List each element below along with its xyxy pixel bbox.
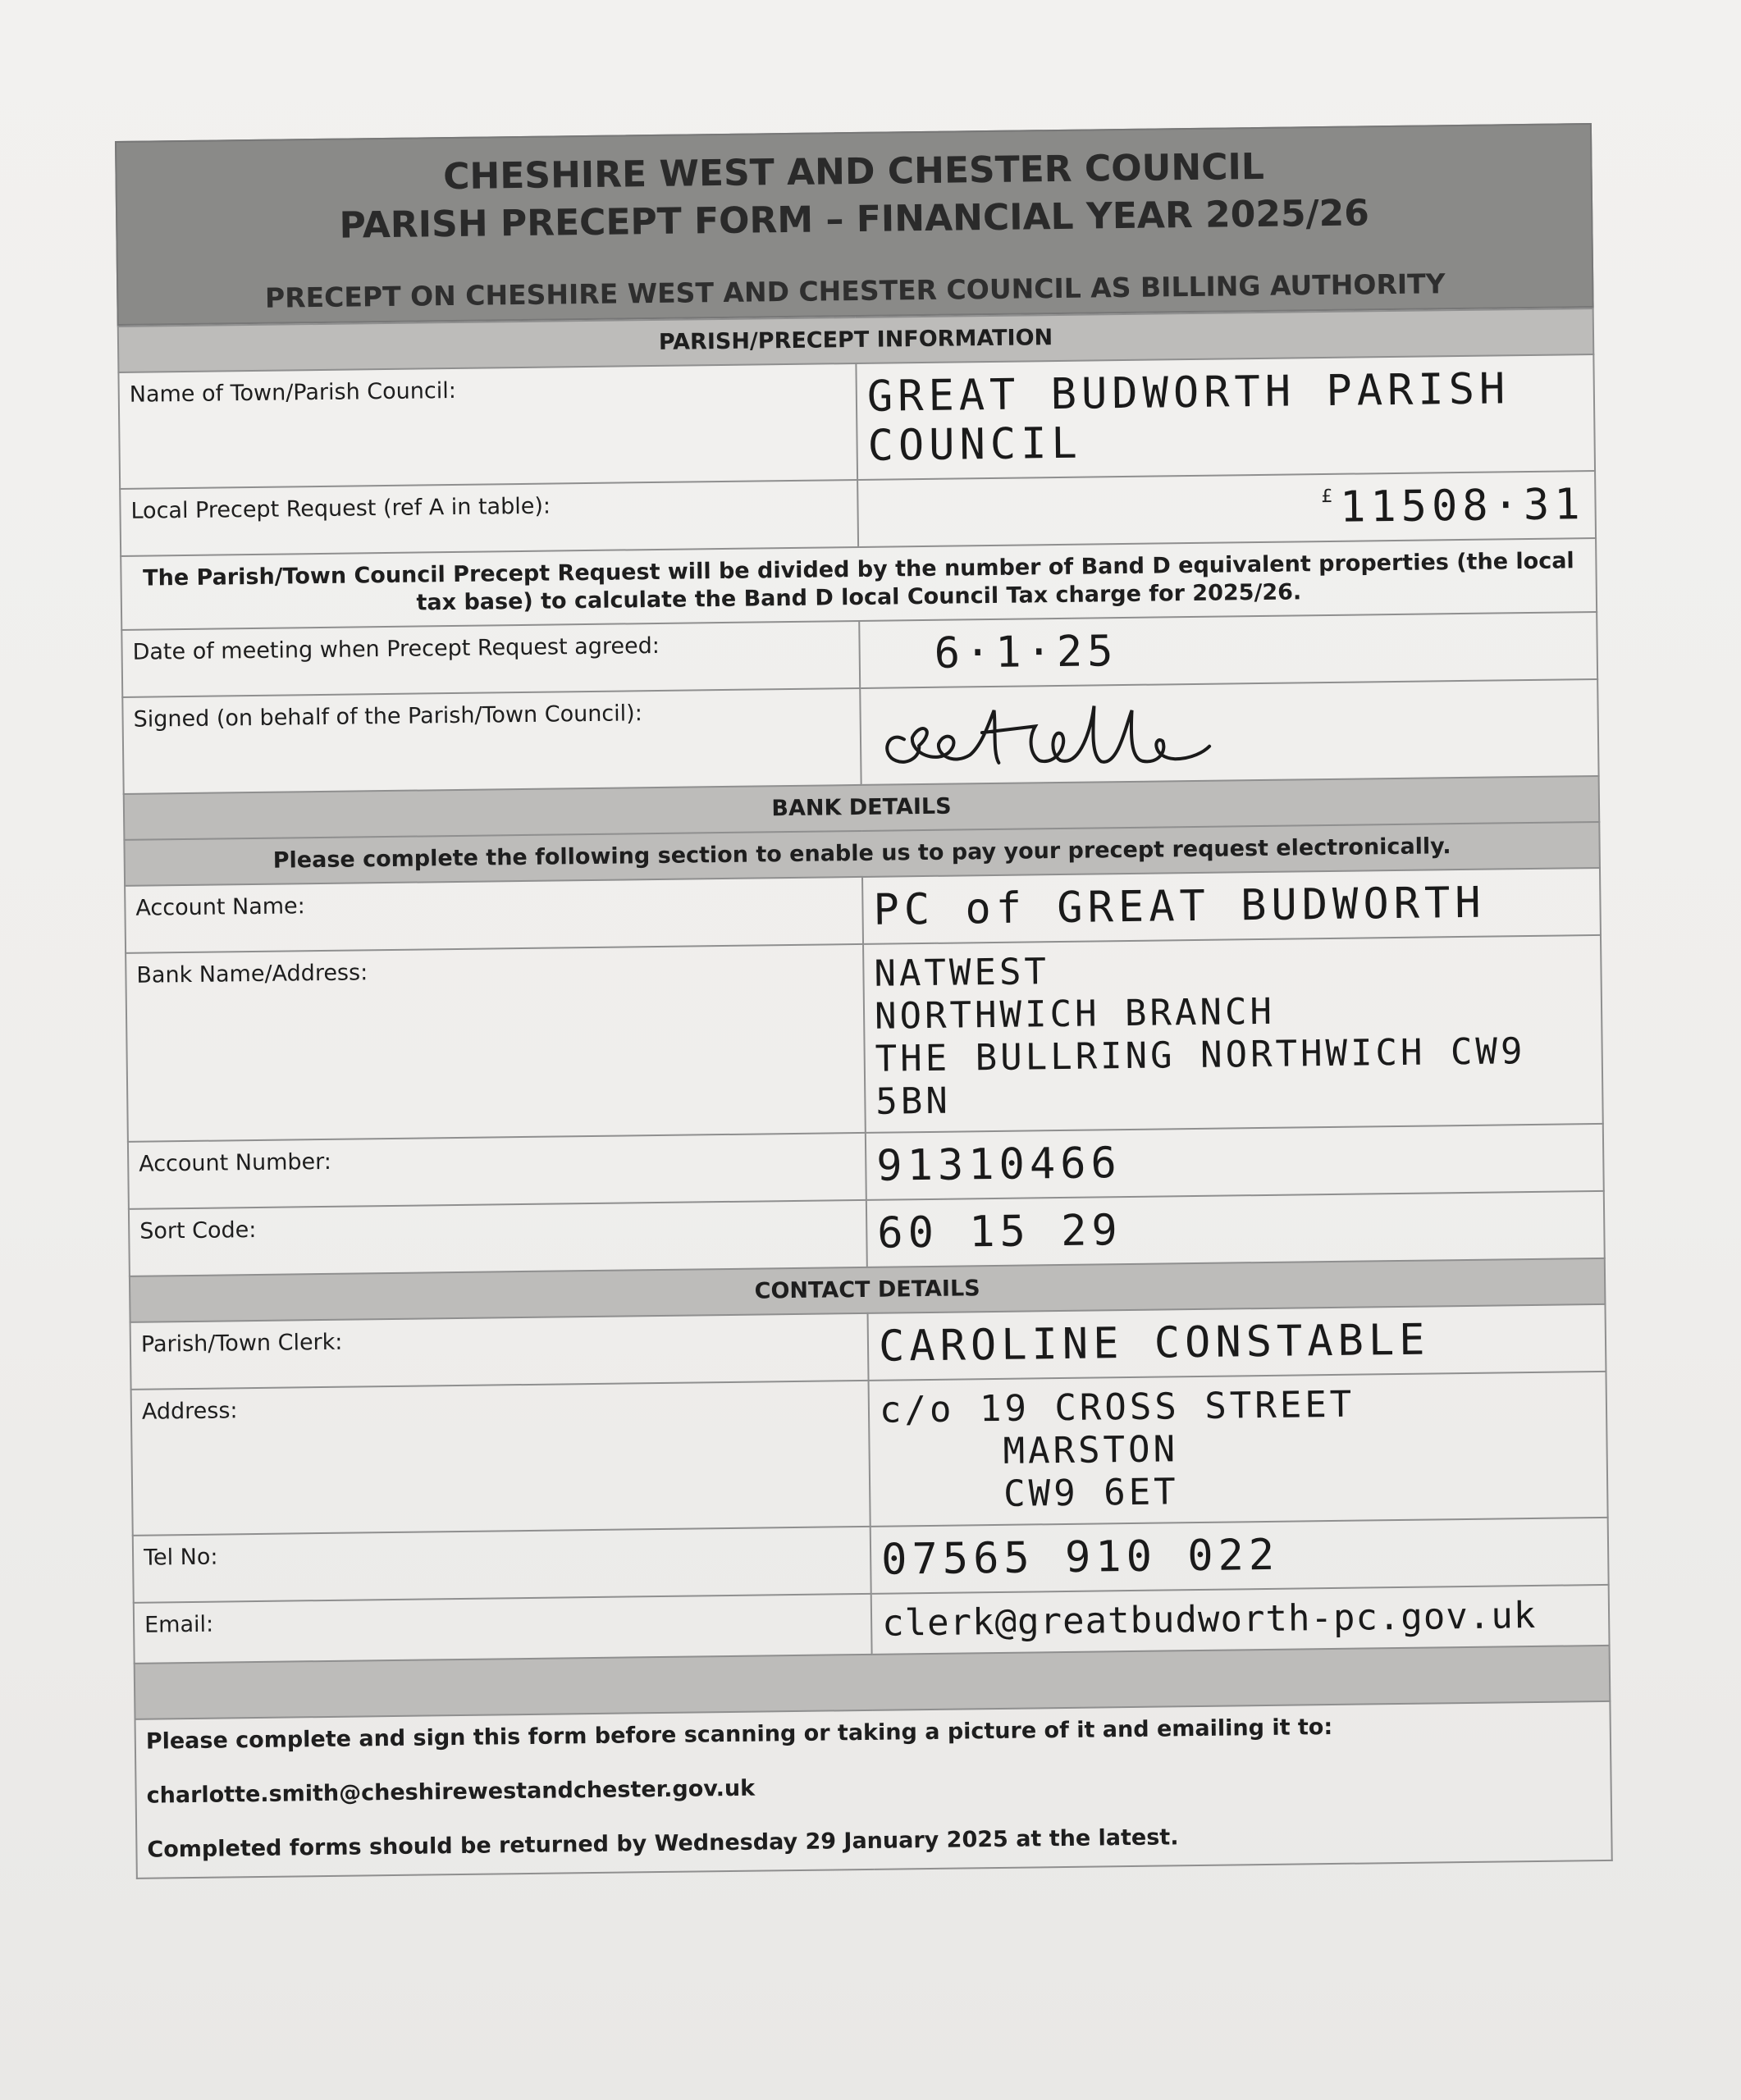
tel-label: Tel No: [133,1527,871,1603]
account-name-value: PC of GREAT BUDWORTH [873,878,1486,935]
precept-request-label: Local Precept Request (ref A in table): [120,480,858,556]
signed-label: Signed (on behalf of the Parish/Town Council): [122,688,861,794]
bank-address-line3: THE BULLRING NORTHWICH CW9 5BN [875,1030,1526,1123]
address-field[interactable] [869,1372,1608,1527]
email-value: clerk@greatbudworth-pc.gov.uk [881,1594,1537,1645]
council-name-value: GREAT BUDWORTH PARISH COUNCIL [866,364,1510,471]
address-label: Address: [131,1381,870,1536]
form-title-line1: CHESHIRE WEST AND CHESTER COUNCIL [442,145,1265,199]
section-bank-details: BANK DETAILS [124,776,1600,840]
bank-notice: Please complete the following section to enable us to pay your precept request electronically. [124,822,1600,886]
clerk-label: Parish/Town Clerk: [130,1313,869,1390]
section-parish-info: PARISH/PRECEPT INFORMATION [118,308,1594,372]
email-label: Email: [134,1594,872,1664]
footer-instructions [135,1701,1612,1879]
clerk-field[interactable] [868,1304,1606,1381]
bank-address-label: Bank Name/Address: [126,944,866,1142]
footer-instruction: Please complete and sign this form before scanning or taking a picture of it and emailing it to: [145,1714,1333,1755]
sort-code-value: 60 15 29 [876,1206,1123,1258]
account-name-label: Account Name: [125,877,863,953]
form-title-line2: PARISH PRECEPT FORM – FINANCIAL YEAR 2025/26 [339,192,1370,247]
meeting-date-field[interactable] [859,612,1597,688]
form-subtitle: PRECEPT ON CHESHIRE WEST AND CHESTER COUNCIL AS BILLING AUTHORITY [264,267,1446,314]
precept-request-field[interactable] [857,471,1596,547]
signature-drawing [870,692,1298,775]
tel-value: 07565 910 022 [880,1530,1280,1585]
currency-symbol: £ [1321,486,1333,508]
account-name-field[interactable] [862,868,1601,944]
sort-code-field[interactable] [866,1191,1605,1267]
council-name-field[interactable] [856,354,1595,480]
bank-address-field[interactable] [863,935,1603,1133]
clerk-value: CAROLINE CONSTABLE [878,1315,1430,1372]
bank-address-line1: NATWEST [874,951,1050,995]
form-table [117,308,1613,1879]
account-number-field[interactable] [866,1124,1604,1200]
tel-field[interactable] [870,1518,1609,1594]
precept-request-value: 11508·31 [1339,480,1585,532]
precept-form [115,123,1613,1879]
form-header [115,123,1594,326]
account-number-label: Account Number: [128,1133,866,1209]
footer-deadline: Completed forms should be returned by Wednesday 29 January 2025 at the latest. [147,1824,1179,1863]
section-contact-details: CONTACT DETAILS [130,1258,1606,1322]
sort-code-label: Sort Code: [129,1200,867,1276]
council-name-label: Name of Town/Parish Council: [118,363,857,489]
address-line2: MARSTON [1003,1428,1179,1472]
footer-email[interactable]: charlotte.smith@cheshirewestandchester.gov.uk [146,1775,756,1809]
meeting-date-value: 6·1·25 [934,627,1118,678]
address-line1: c/o 19 CROSS STREET [879,1383,1355,1431]
signature [870,688,1588,776]
signature-field[interactable] [860,679,1598,785]
band-d-notice: The Parish/Town Council Precept Request will be divided by the number of Band D equivalent properties (the local tax base) to calculate the Band D local Council Tax charge for 2025/26. [121,538,1597,630]
meeting-date-label: Date of meeting when Precept Request agreed: [121,621,860,697]
address-line3: CW9 6ET [1003,1471,1179,1515]
email-field[interactable] [871,1585,1610,1655]
account-number-value: 91310466 [875,1139,1122,1191]
bank-address-line2: NORTHWICH BRANCH [874,990,1276,1038]
